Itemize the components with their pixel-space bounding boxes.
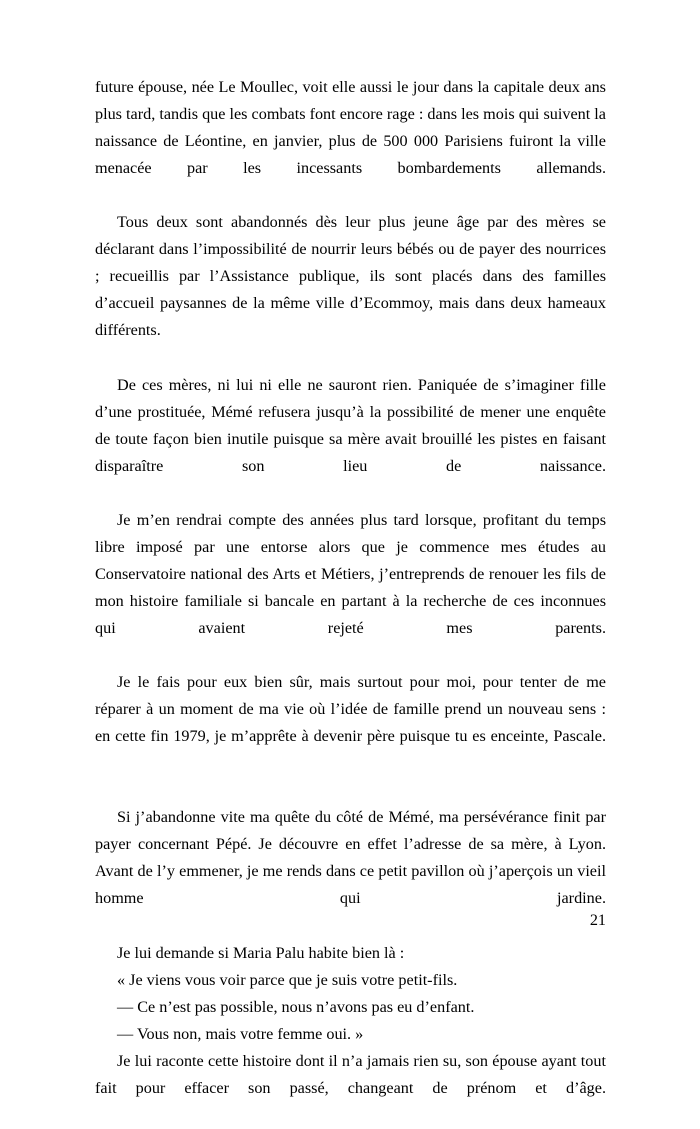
paragraph-conservatoire: Je m’en rendrai compte des années plus tard lorsque, profitant du temps libre imposé par une entorse alors que je commence mes études au Conservatoire national des Arts et Métiers, j’entreprends de renouer les fils de mon histoire familiale si bancale en partant à la recherche de ces inconnues qui avaient rejeté mes parents. <box>95 510 606 637</box>
dialogue-line-petit-fils: « Je viens vous voir parce que je suis votre petit-fils. <box>117 970 458 989</box>
paragraph-abandon: Tous deux sont abandonnés dès leur plus jeune âge par des mères se déclarant dans l’impossibilité de nourrir leurs bébés ou de payer des nourrices ; recueillis par l’Assistance publique, ils sont placés dans des familles d’accueil paysannes de la même ville d’Ecommoy, mais dans deux hameaux différents. <box>95 213 606 340</box>
paragraph-continuation: future épouse, née Le Moullec, voit elle aussi le jour dans la capitale deux ans plus tard, tandis que les combats font encore rage : dans les mois qui suivent la naissance de Léontine, en janvier, plus de 500 000 Parisiens fuiront la ville menacée par les incessants bombardements allemands. <box>95 78 606 178</box>
dialogue-line-pas-possible: — Ce n’est pas possible, nous n’avons pas eu d’enfant. <box>117 997 475 1016</box>
page-number: 21 <box>589 911 606 929</box>
page-text-block <box>95 74 606 1129</box>
paragraph-quete-pepe: Si j’abandonne vite ma quête du côté de Mémé, ma persévérance finit par payer concernant Pépé. Je découvre en effet l’adresse de sa mère, à Lyon. Avant de l’y emmener, je me rends dans ce petit pavillon où j’aperçois un vieil homme qui jardine. <box>95 808 606 908</box>
paragraph-histoire: Je lui raconte cette histoire dont il n’a jamais rien su, son épouse ayant tout fait pour effacer son passé, changeant de prénom et d’âge. <box>95 1051 606 1097</box>
paragraph-reparer: Je le fais pour eux bien sûr, mais surtout pour moi, pour tenter de me réparer à un moment de ma vie où l’idée de famille prend un nouveau sens : en cette fin 1979, je m’apprête à devenir père puisque tu es enceinte, Pascale. <box>95 673 606 746</box>
dialogue-line-question: Je lui demande si Maria Palu habite bien là : <box>117 943 405 962</box>
paragraph-meres: De ces mères, ni lui ni elle ne sauront rien. Paniquée de s’imaginer fille d’une prostituée, Mémé refusera jusqu’à la possibilité de mener une enquête de toute façon bien inutile puisque sa mère avait brouillé les pistes en faisant disparaître son lieu de naissance. <box>95 375 606 475</box>
dialogue-line-votre-femme: — Vous non, mais votre femme oui. » <box>117 1024 364 1043</box>
